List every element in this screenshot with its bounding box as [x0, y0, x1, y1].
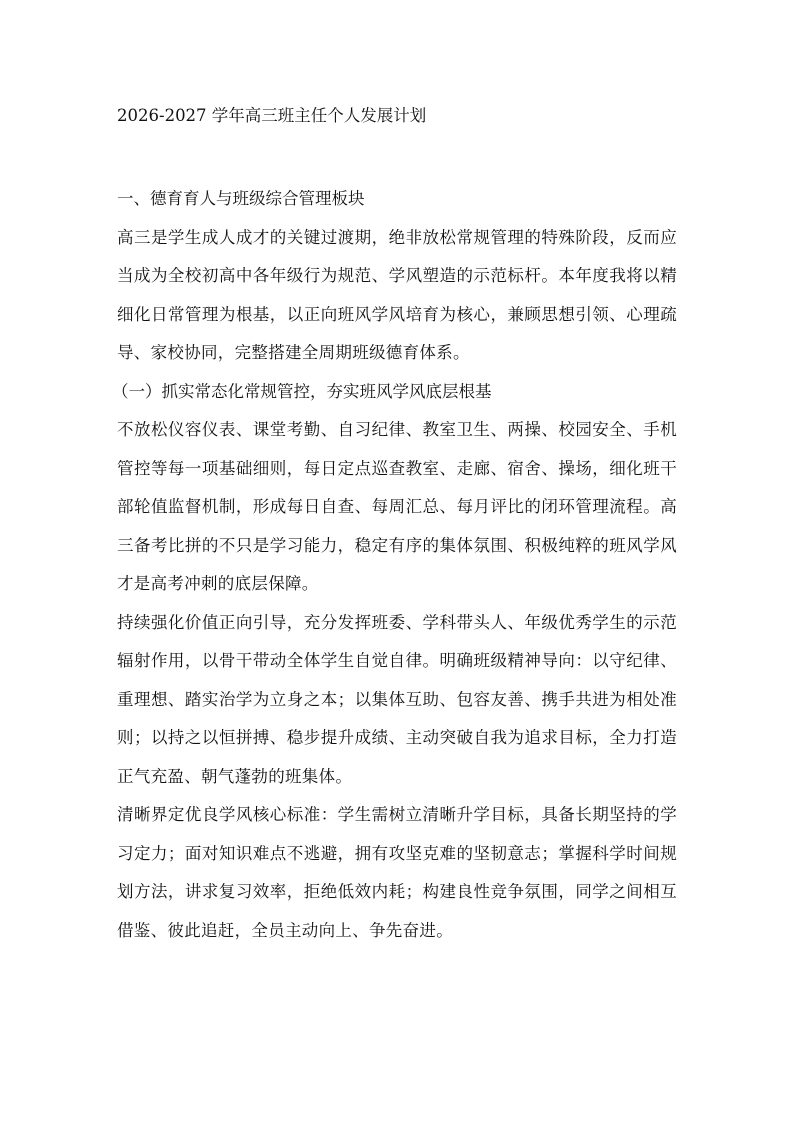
body-paragraph: 清晰界定优良学风核心标准：学生需树立清晰升学目标，具备长期坚持的学习定力；面对知识难点不逃避，拥有攻坚克难的坚韧意志；掌握科学时间规划方法，讲求复习效率，拒绝低效内耗；构建良性竞争氛围，同学之间相互借鉴、彼此追赶，全员主动向上、争先奋进。 [117, 805, 677, 940]
section-intro-paragraph: 高三是学生成人成才的关键过渡期，绝非放松常规管理的特殊阶段，反而应当成为全校初高中各年级行为规范、学风塑造的示范标杆。本年度我将以精细化日常管理为根基，以正向班风学风培育为核心，兼顾思想引领、心理疏导、家校协同，完整搭建全周期班级德育体系。 [117, 227, 677, 362]
subsection-heading: （一）抓实常态化常规管控，夯实班风学风底层根基 [112, 381, 492, 401]
document-body [112, 180, 677, 950]
document-title: 2026-2027 学年高三班主任个人发展计划 [117, 106, 427, 125]
section-heading: 一、德育育人与班级综合管理板块 [117, 189, 365, 208]
body-paragraph: 持续强化价值正向引导，充分发挥班委、学科带头人、年级优秀学生的示范辐射作用，以骨干带动全体学生自觉自律。明确班级精神导向：以守纪律、重理想、踏实治学为立身之本；以集体互助、包容友善、携手共进为相处准则；以持之以恒拼搏、稳步提升成绩、主动突破自我为追求目标，全力打造正气充盈、朝气蓬勃的班集体。 [117, 612, 677, 786]
body-paragraph: 不放松仪容仪表、课堂考勤、自习纪律、教室卫生、两操、校园安全、手机管控等每一项基础细则，每日定点巡查教室、走廊、宿舍、操场，细化班干部轮值监督机制，形成每日自查、每周汇总、每月评比的闭环管理流程。高三备考比拼的不只是学习能力，稳定有序的集体氛围、积极纯粹的班风学风才是高考冲刺的底层保障。 [117, 420, 677, 593]
